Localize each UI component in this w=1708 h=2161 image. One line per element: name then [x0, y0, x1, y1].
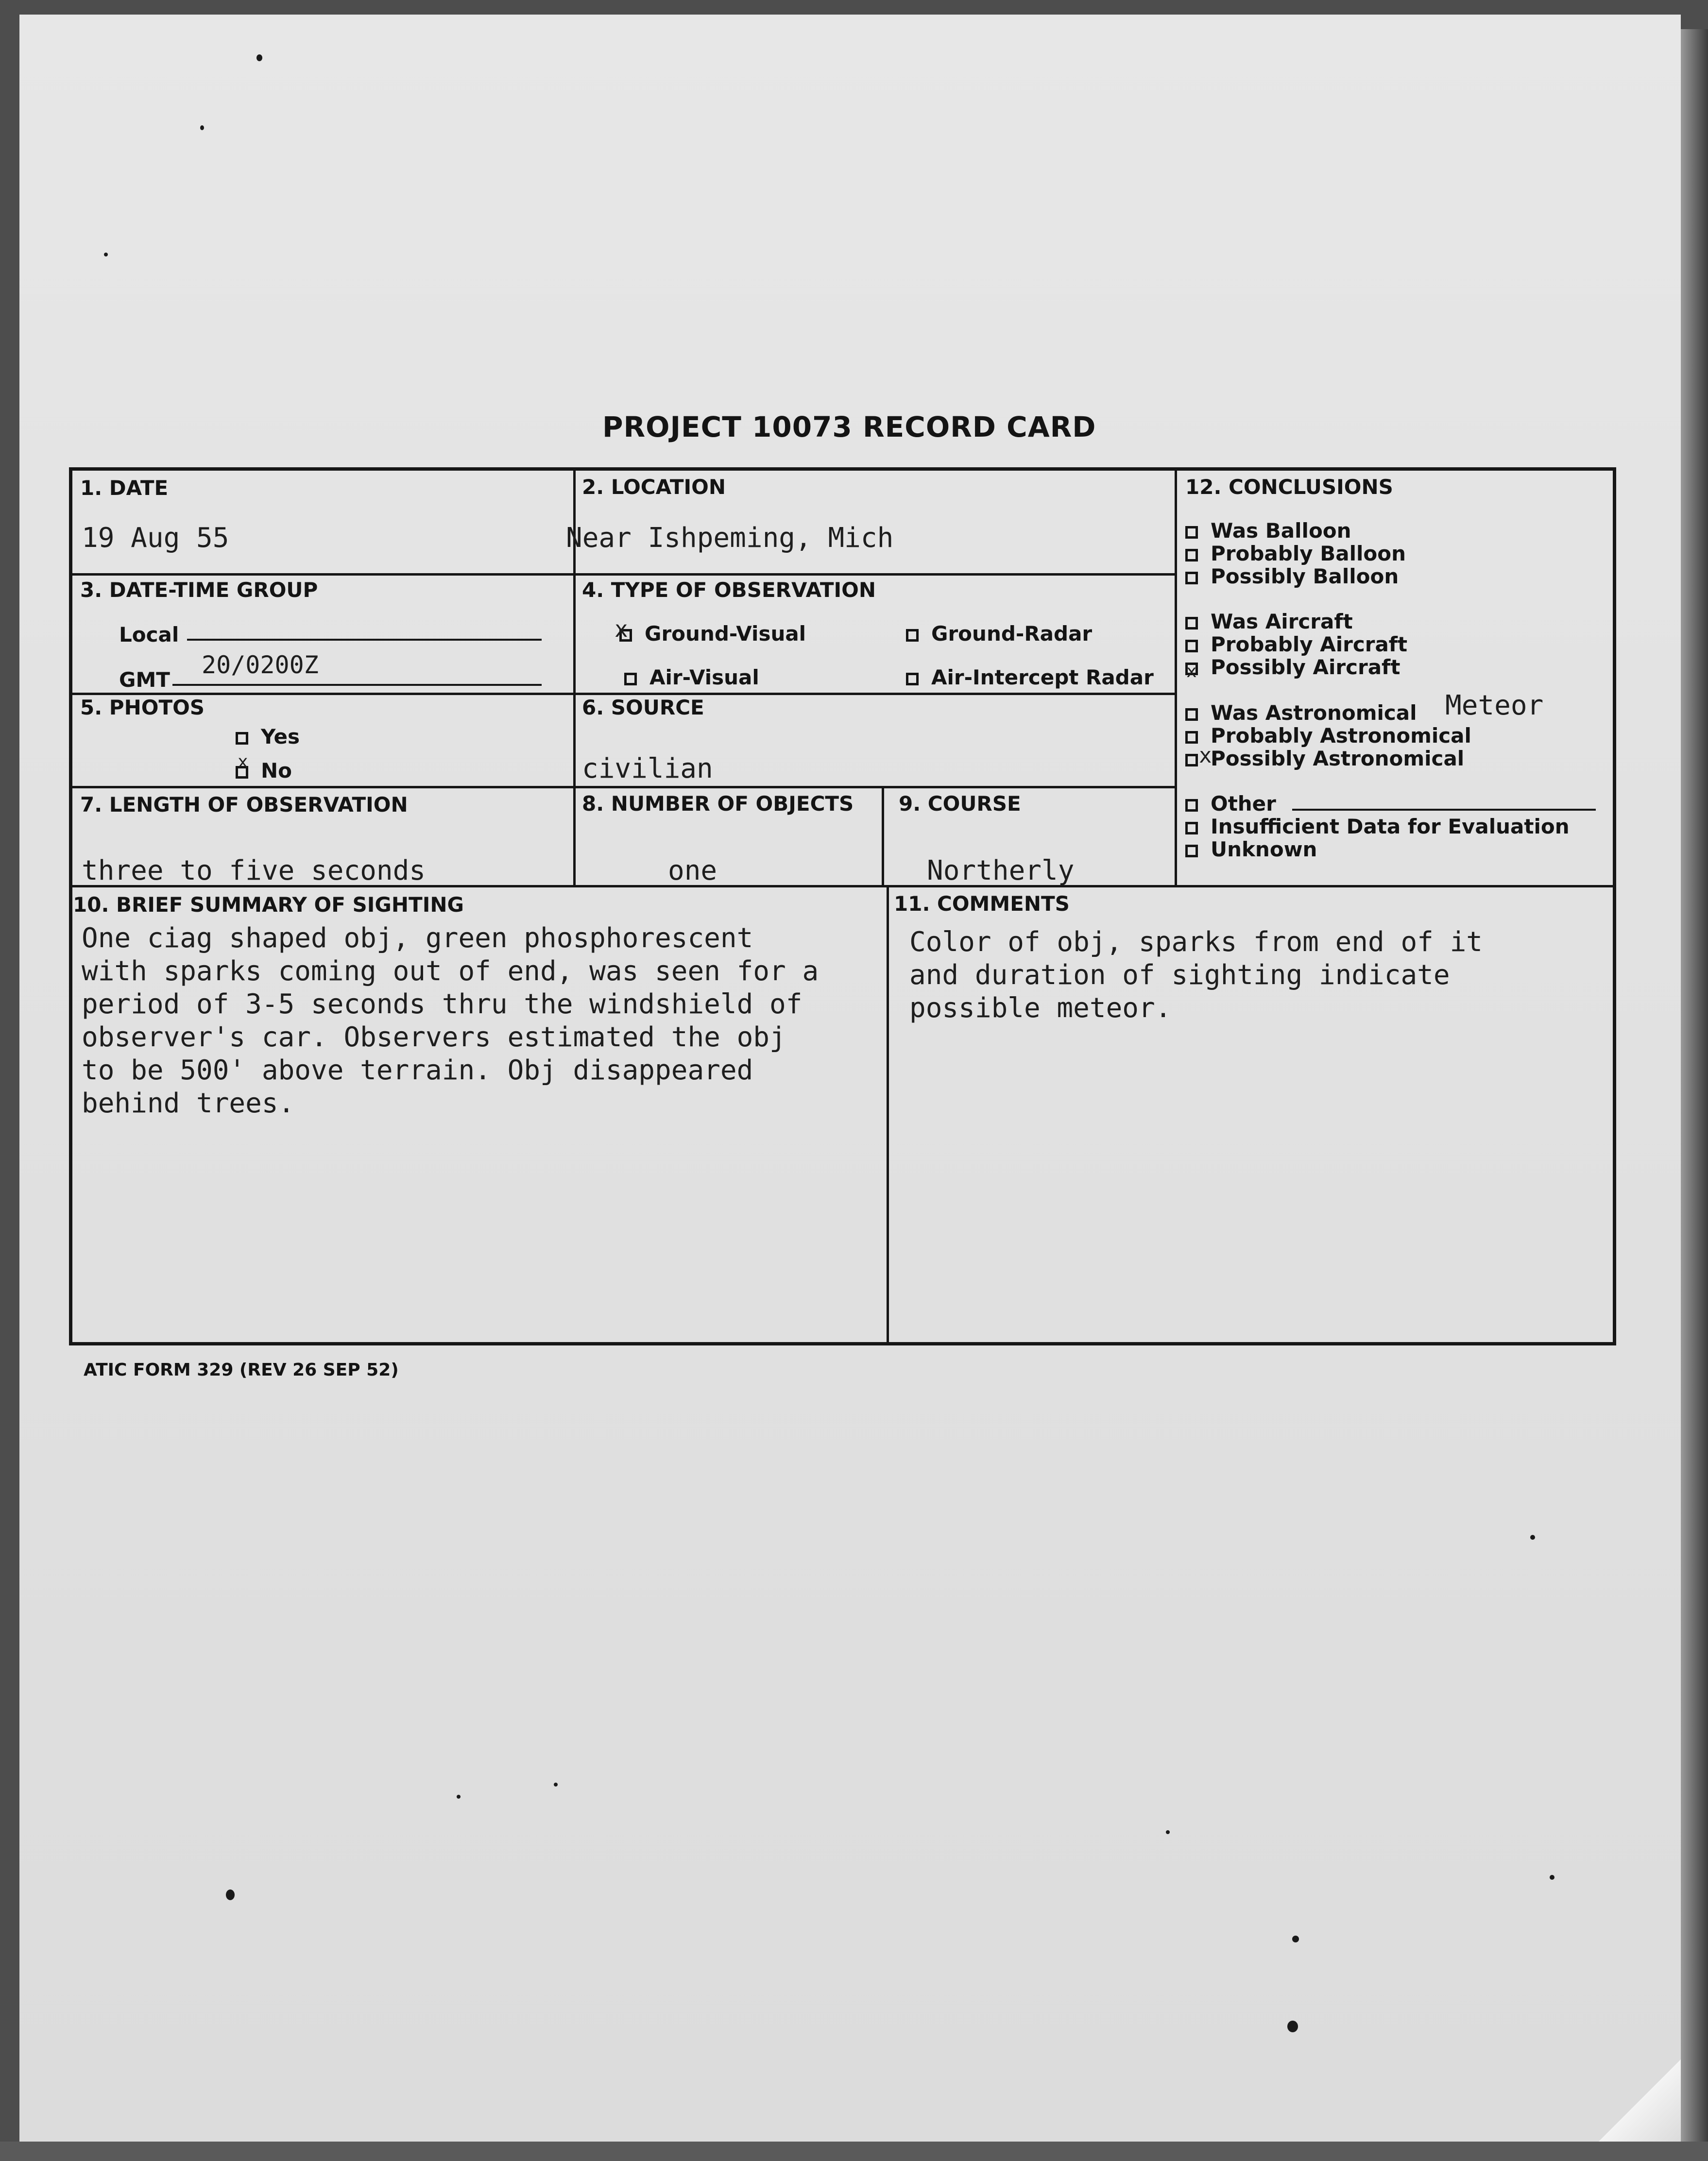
- local-label: Local: [119, 623, 179, 647]
- photos-label: 5. PHOTOS: [80, 696, 205, 719]
- scan-speck: [226, 1889, 235, 1900]
- comments-text: Color of obj, sparks from end of it and duration of sighting indicate possible meteor.: [909, 926, 1483, 1024]
- checkbox-icon: [1185, 731, 1198, 744]
- summary-text: One ciag shaped obj, green phosphorescent with sparks coming out of end, was seen for a period of 3-5 seconds thru the windshield of observer's car. Observers estimated the obj to be 500' above terrain. Obj disappeared behind trees.: [82, 922, 819, 1119]
- scan-speck: [1550, 1875, 1554, 1880]
- checkbox-icon: [1185, 845, 1198, 857]
- option-ground-visual[interactable]: Ground-Visual: [619, 622, 806, 646]
- gmt-value: 20/0200Z: [202, 651, 319, 679]
- scan-speck: [554, 1783, 558, 1787]
- option-possibly-balloon[interactable]: Possibly Balloon: [1185, 564, 1399, 588]
- option-insufficient-data[interactable]: Insufficient Data for Evaluation: [1185, 815, 1570, 838]
- scan-speck: [1530, 1535, 1535, 1540]
- checkbox-icon: [1185, 754, 1198, 766]
- checkbox-icon: [1185, 799, 1198, 812]
- scan-speck: [1287, 2021, 1298, 2032]
- card-title: PROJECT 10073 RECORD CARD: [602, 410, 1096, 443]
- check-mark-photos-no: x: [238, 752, 248, 772]
- conclusions-label: 12. CONCLUSIONS: [1185, 475, 1393, 499]
- scan-speck: [200, 125, 204, 130]
- option-was-astronomical[interactable]: Was Astronomical: [1185, 701, 1417, 725]
- number-of-objects-value: one: [668, 855, 717, 886]
- checkbox-icon: [1185, 617, 1198, 630]
- checkbox-icon: [906, 629, 919, 642]
- checkbox-icon: [906, 673, 919, 685]
- scan-speck: [1166, 1830, 1170, 1834]
- location-value: Near Ishpeming, Mich: [566, 522, 894, 554]
- other-underline: [1292, 809, 1596, 811]
- checkbox-icon: [1185, 640, 1198, 652]
- checkbox-icon: [624, 673, 637, 685]
- option-was-balloon[interactable]: Was Balloon: [1185, 519, 1351, 543]
- local-underline: [187, 639, 542, 641]
- astronomical-note: Meteor: [1445, 690, 1544, 721]
- gmt-label: GMT: [119, 668, 170, 692]
- check-mark-ground-visual: x: [615, 616, 628, 642]
- checkbox-icon: [1185, 549, 1198, 562]
- date-value: 19 Aug 55: [82, 522, 229, 554]
- scan-speck: [104, 253, 108, 256]
- option-probably-aircraft[interactable]: Probably Aircraft: [1185, 632, 1407, 656]
- grid-line: [882, 786, 884, 885]
- option-was-aircraft[interactable]: Was Aircraft: [1185, 610, 1353, 633]
- source-value: civilian: [582, 753, 713, 784]
- option-probably-astronomical[interactable]: Probably Astronomical: [1185, 724, 1471, 748]
- checkbox-icon: [1185, 708, 1198, 721]
- option-air-intercept-radar[interactable]: Air-Intercept Radar: [906, 665, 1154, 689]
- grid-line: [887, 885, 889, 1344]
- checkbox-icon: [1185, 526, 1198, 539]
- summary-label: 10. BRIEF SUMMARY OF SIGHTING: [73, 893, 464, 917]
- course-label: 9. COURSE: [899, 792, 1021, 816]
- option-other[interactable]: Other: [1185, 792, 1276, 816]
- grid-line: [70, 573, 1176, 576]
- grid-line: [1175, 469, 1177, 886]
- checkbox-icon: [1185, 572, 1198, 584]
- option-photos-yes[interactable]: Yes: [236, 725, 300, 749]
- paper-edge-shadow: [1681, 29, 1708, 2161]
- checkbox-icon: [236, 732, 248, 745]
- location-label: 2. LOCATION: [582, 475, 726, 499]
- scan-speck: [1292, 1936, 1299, 1942]
- comments-label: 11. COMMENTS: [894, 892, 1070, 916]
- checkbox-icon: [1185, 822, 1198, 834]
- number-of-objects-label: 8. NUMBER OF OBJECTS: [582, 792, 854, 816]
- scan-border: [0, 2142, 1708, 2161]
- option-possibly-aircraft[interactable]: Possibly Aircraft: [1185, 655, 1400, 679]
- length-label: 7. LENGTH OF OBSERVATION: [80, 793, 408, 817]
- check-mark-possibly-aircraft: x: [1186, 662, 1197, 681]
- form-id: ATIC FORM 329 (REV 26 SEP 52): [84, 1360, 399, 1380]
- option-unknown[interactable]: Unknown: [1185, 837, 1317, 861]
- scan-speck: [457, 1795, 461, 1799]
- date-time-group-label: 3. DATE-TIME GROUP: [80, 578, 318, 602]
- scan-speck: [256, 54, 262, 61]
- option-possibly-astronomical[interactable]: Possibly Astronomical: [1185, 747, 1464, 770]
- grid-line: [70, 786, 1176, 788]
- source-label: 6. SOURCE: [582, 696, 704, 719]
- date-label: 1. DATE: [80, 476, 169, 500]
- gmt-underline: [172, 684, 542, 686]
- type-of-observation-label: 4. TYPE OF OBSERVATION: [582, 578, 876, 602]
- option-probably-balloon[interactable]: Probably Balloon: [1185, 542, 1406, 565]
- length-value: three to five seconds: [82, 855, 426, 886]
- option-ground-radar[interactable]: Ground-Radar: [906, 622, 1092, 646]
- option-air-visual[interactable]: Air-Visual: [624, 665, 759, 689]
- grid-line: [70, 693, 1176, 695]
- course-value: Northerly: [927, 855, 1075, 886]
- check-mark-possibly-astronomical: x: [1199, 743, 1212, 768]
- option-photos-no[interactable]: No: [236, 759, 292, 783]
